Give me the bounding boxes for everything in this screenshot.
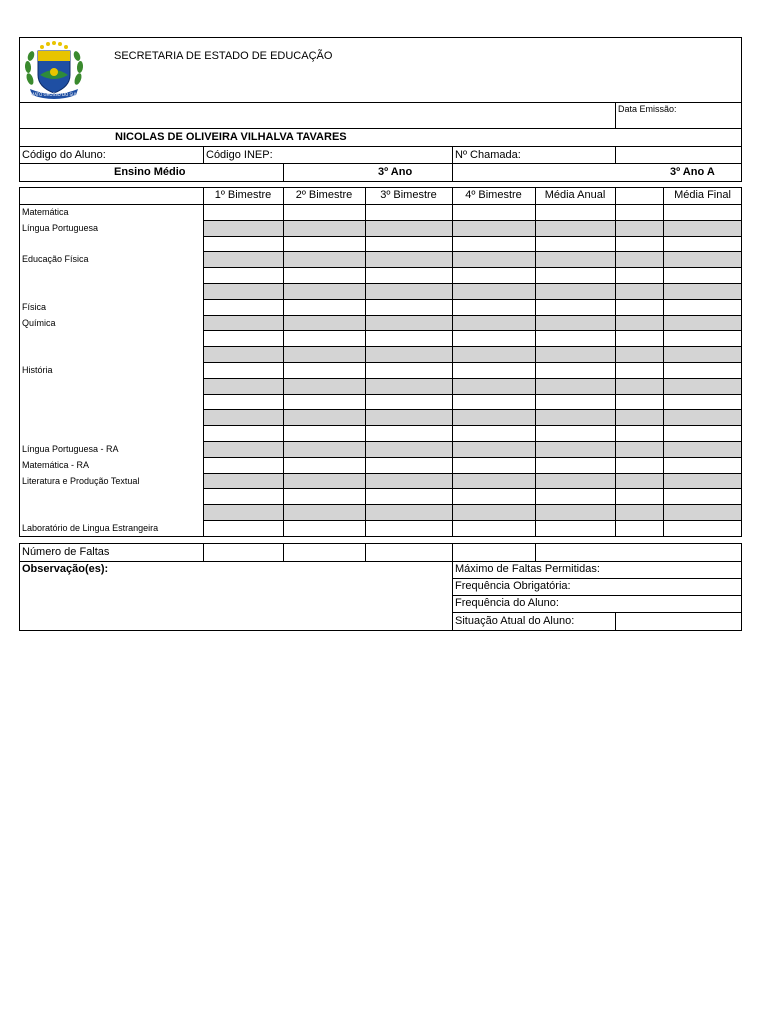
student-code-label: Código do Aluno: xyxy=(22,149,106,161)
page-title: SECRETARIA DE ESTADO DE EDUCAÇÃO xyxy=(114,50,333,62)
subject-label: História xyxy=(22,365,53,375)
education-level: Ensino Médio xyxy=(114,166,186,178)
current-status-label: Situação Atual do Aluno: xyxy=(455,615,575,627)
student-name: NICOLAS DE OLIVEIRA VILHALVA TAVARES xyxy=(115,131,347,143)
grades-column-divider xyxy=(452,187,453,536)
subject-label: Química xyxy=(22,317,56,328)
grades-column-divider xyxy=(365,187,366,536)
required-attendance-label: Frequência Obrigatória: xyxy=(455,580,571,592)
subject-label: Física xyxy=(22,301,47,312)
state-emblem-icon xyxy=(22,39,86,101)
observations-label: Observação(es): xyxy=(22,563,109,575)
subject-label: Língua Portuguesa xyxy=(22,222,99,233)
subject-label: Matemática xyxy=(22,207,69,217)
subject-label: Educação Física xyxy=(22,254,89,265)
school-year: 3º Ano xyxy=(378,166,413,178)
header-box xyxy=(19,37,742,103)
absences-label: Número de Faltas xyxy=(22,546,110,558)
inep-code-label: Código INEP: xyxy=(206,149,273,161)
max-absences-label: Máximo de Faltas Permitidas: xyxy=(455,563,600,575)
student-attendance-label: Frequência do Aluno: xyxy=(455,597,559,609)
grades-column-divider xyxy=(535,187,536,536)
column-header: Média Final xyxy=(674,189,731,201)
subject-label: Língua Portuguesa - RA xyxy=(22,444,119,454)
student-code-row xyxy=(19,146,742,164)
class-name: 3º Ano A xyxy=(670,166,715,178)
column-header: Média Anual xyxy=(544,189,606,201)
grades-header-divider xyxy=(19,204,742,205)
column-header: 1º Bimestre xyxy=(214,189,272,201)
observations-box xyxy=(19,561,742,631)
subject-label: Matemática - RA xyxy=(22,459,90,470)
subject-label: Laboratório de Lingua Estrangeira xyxy=(22,523,159,533)
column-header: 3º Bimestre xyxy=(380,189,437,201)
grades-column-divider xyxy=(615,187,616,536)
grades-column-divider xyxy=(203,187,204,536)
absences-row xyxy=(19,543,742,562)
date-label: Data Emissão: xyxy=(618,104,677,114)
grades-column-divider xyxy=(283,187,284,536)
column-header: 2º Bimestre xyxy=(295,189,353,201)
subject-label: Literatura e Produção Textual xyxy=(22,475,140,486)
emblem-ribbon-text: MATO GROSSO DO SUL xyxy=(30,92,78,97)
grades-column-divider xyxy=(663,187,664,536)
call-number-label: Nº Chamada: xyxy=(455,149,521,161)
column-header: 4º Bimestre xyxy=(465,189,522,201)
